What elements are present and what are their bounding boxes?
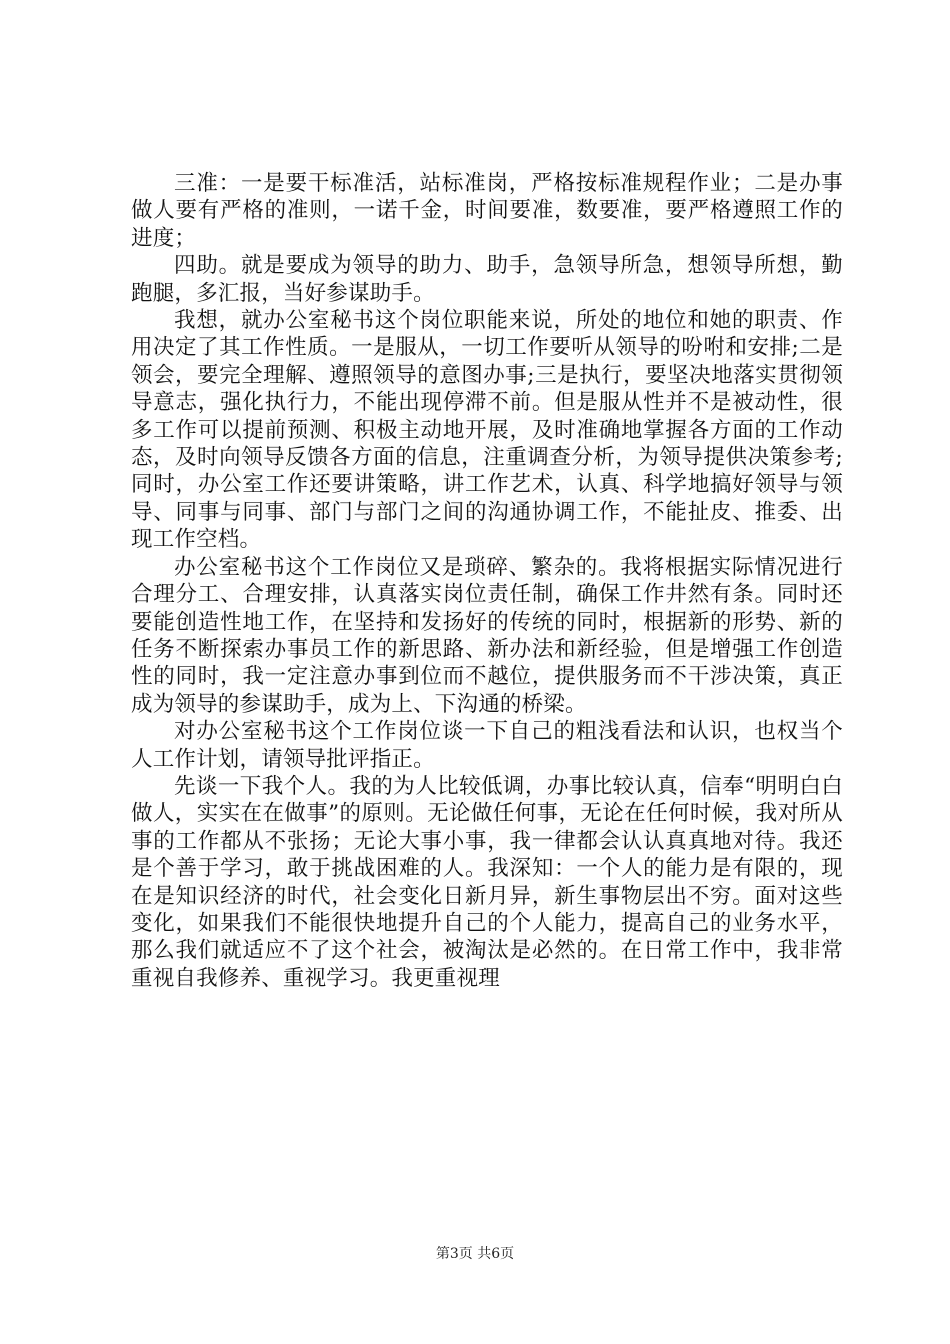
paragraph-kanfa-renshi: 对办公室秘书这个工作岗位谈一下自己的粗浅看法和认识，也权当个人工作计划，请领导批评指正。 [131,719,843,772]
paragraph-san-zhun: 三准：一是要干标准活，站标准岗，严格按标准规程作业；二是办事做人要有严格的准则，一诺千金，时间要准，数要准，要严格遵照工作的进度； [131,171,843,251]
paragraph-geren: 先谈一下我个人。我的为人比较低调，办事比较认真，信奉“明明白白做人，实实在在做事”的原则。无论做任何事，无论在任何时候，我对所从事的工作都从不张扬；无论大事小事，我一律都会认认真真地对待。我还是个善于学习，敢于挑战困难的人。我深知：一个人的能力是有限的，现在是知识经济的时代，社会变化日新月异，新生事物层出不穷。面对这些变化，如果我们不能很快地提升自己的个人能力，提高自己的业务水平，那么我们就适应不了这个社会，被淘汰是必然的。在日常工作中，我非常重视自我修养、重视学习。我更重视理 [131,773,843,991]
paragraph-wo-xiang: 我想，就办公室秘书这个岗位职能来说，所处的地位和她的职责、作用决定了其工作性质。一是服从，一切工作要听从领导的吩咐和安排;二是领会，要完全理解、遵照领导的意图办事;三是执行，要坚决地落实贯彻领导意志，强化执行力，不能出现停滞不前。但是服从性并不是被动性，很多工作可以提前预测、积极主动地开展，及时准确地掌握各方面的工作动态，及时向领导反馈各方面的信息，注重调查分析，为领导提供决策参考;同时，办公室工作还要讲策略，讲工作艺术，认真、科学地搞好领导与领导、同事与同事、部门与部门之间的沟通协调工作，不能扯皮、推委、出现工作空档。 [131,308,843,553]
document-body [131,170,843,992]
paragraph-si-zhu: 四助。就是要成为领导的助力、助手，急领导所急，想领导所想，勤跑腿，多汇报，当好参谋助手。 [131,253,843,306]
page-number-footer: 第3页 共6页 [435,1246,515,1262]
paragraph-suosui-fanza: 办公室秘书这个工作岗位又是琐碎、繁杂的。我将根据实际情况进行合理分工、合理安排，认真落实岗位责任制，确保工作井然有条。同时还要能创造性地工作，在坚持和发扬好的传统的同时，根据新的形势、新的任务不断探索办事员工作的新思路、新办法和新经验，但是增强工作创造性的同时，我一定注意办事到位而不越位，提供服务而不干涉决策，真正成为领导的参谋助手，成为上、下沟通的桥梁。 [131,554,843,717]
